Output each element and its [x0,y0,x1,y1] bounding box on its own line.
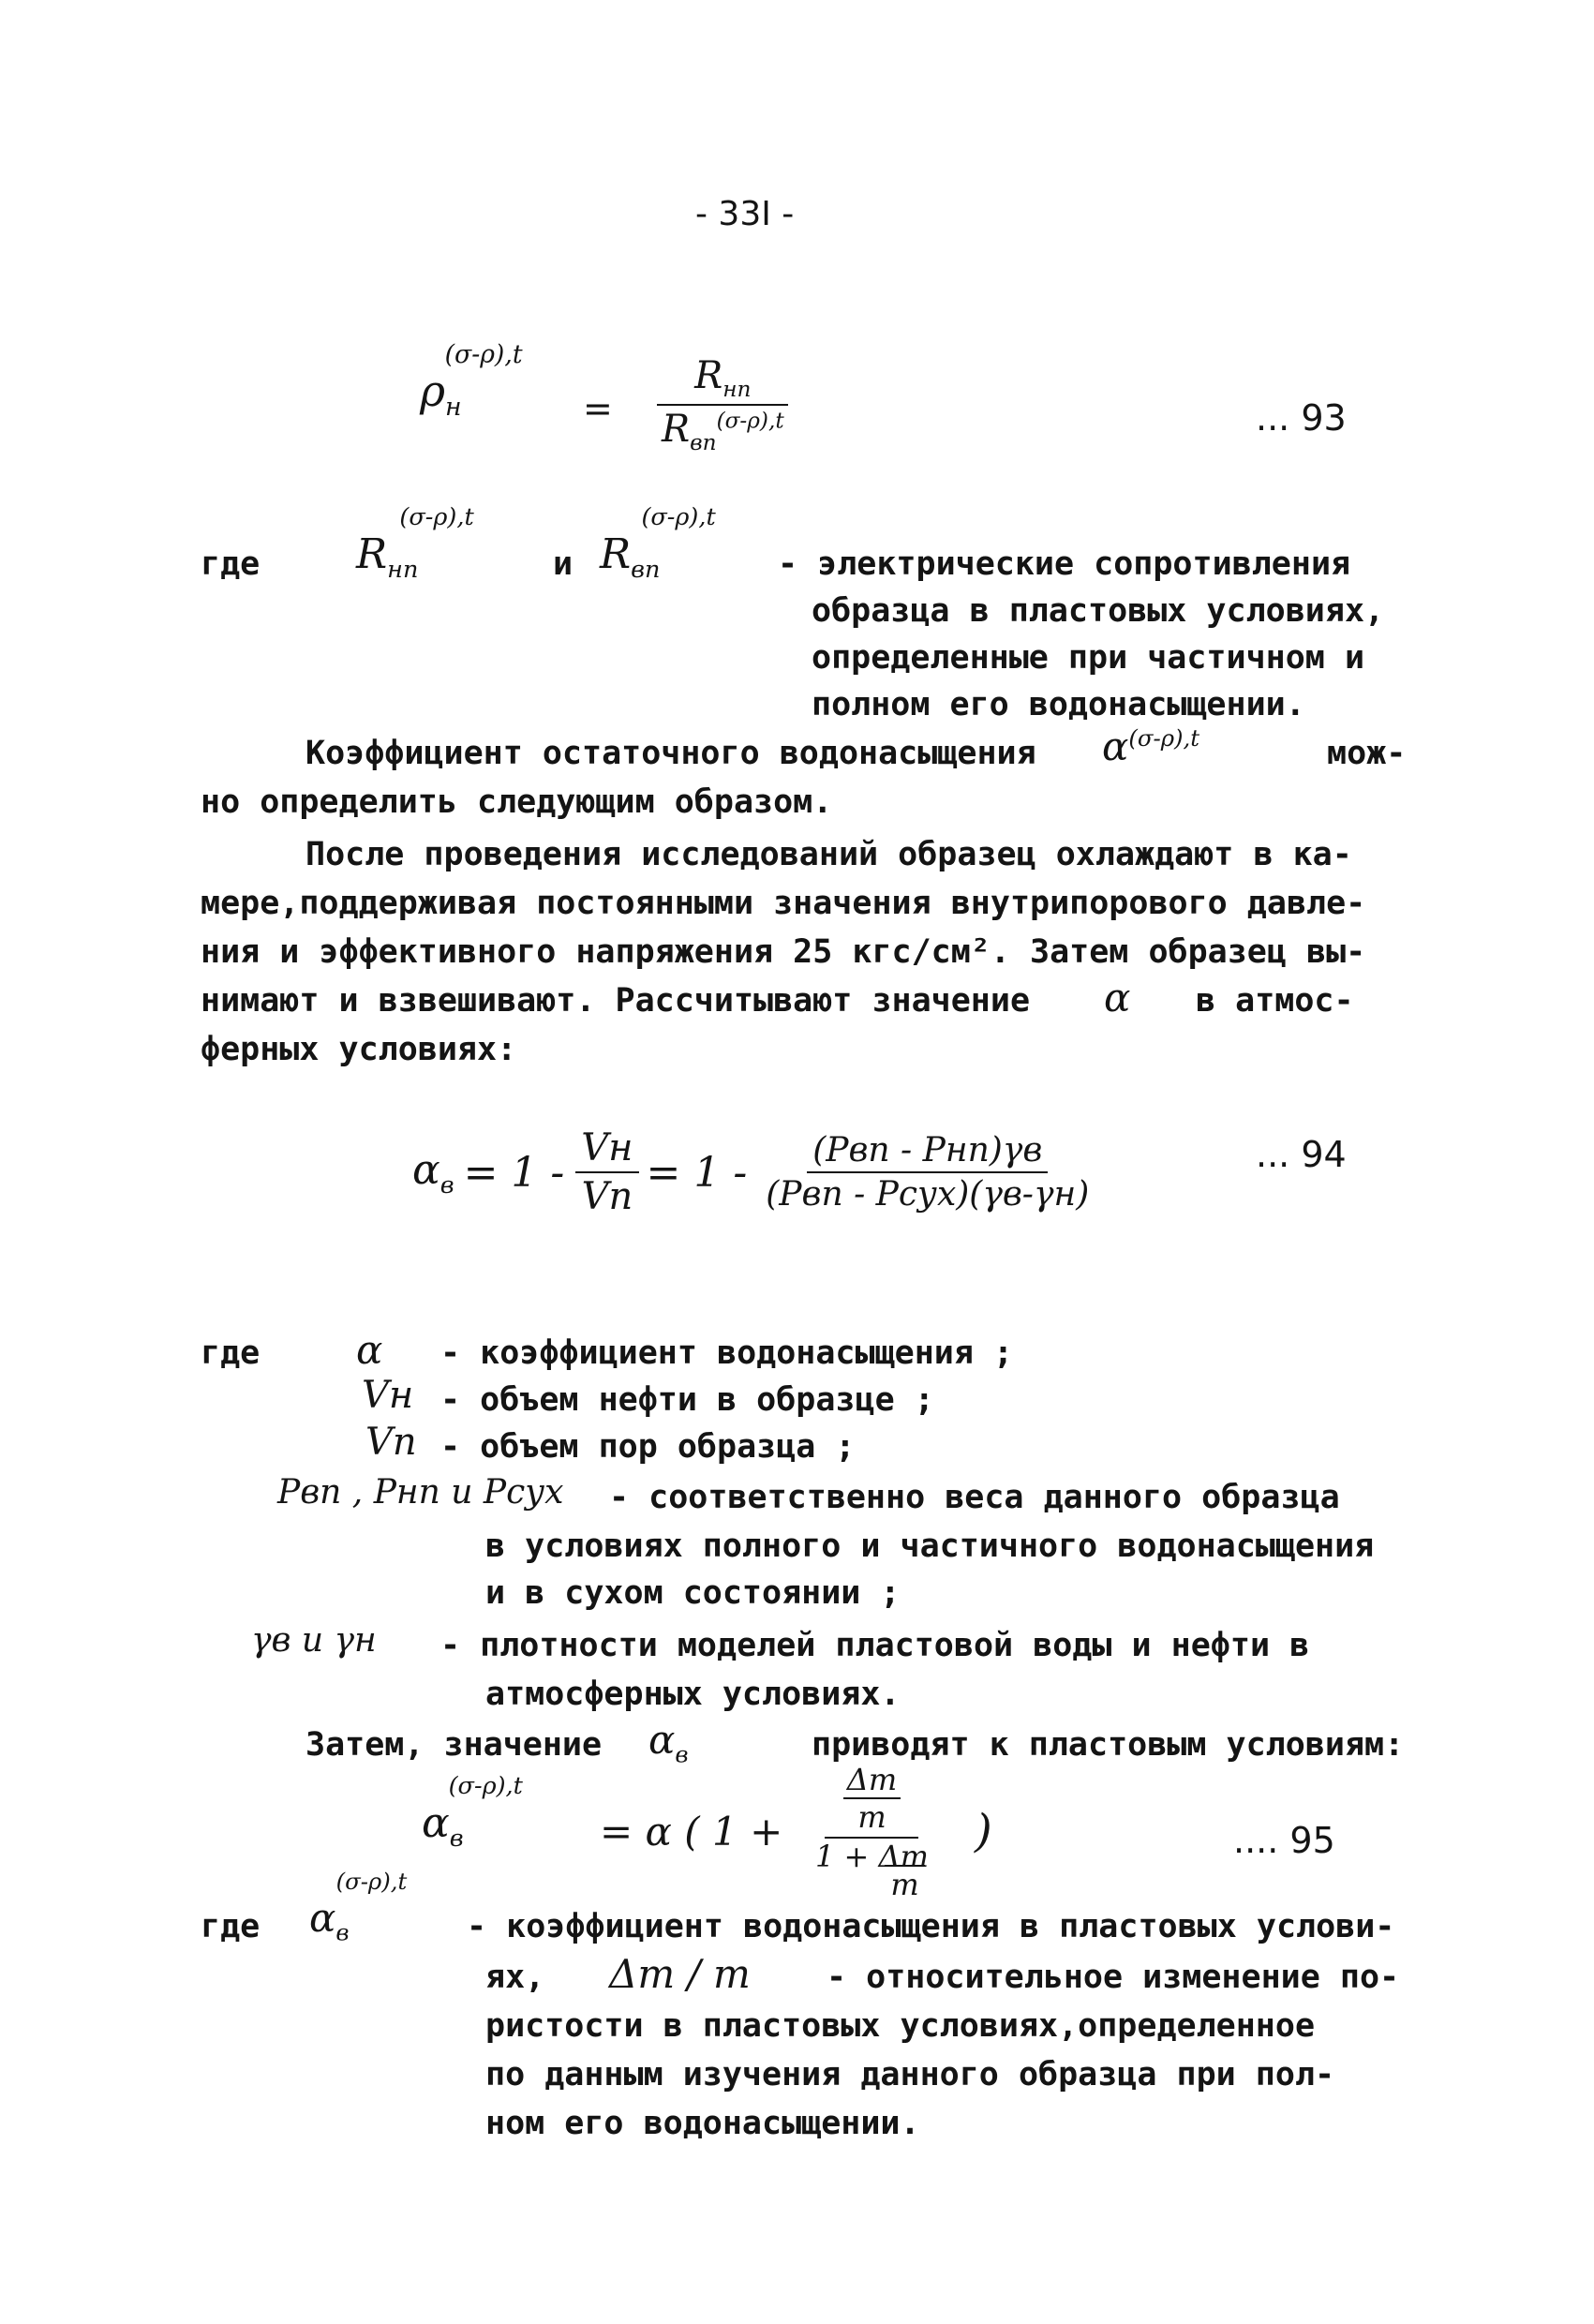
para1-alpha-sup: (σ-ρ),t [1128,724,1200,752]
para3-alpha-sub: в [675,1740,689,1768]
where3-line4: по данным изучения данного образца при пол- [485,2056,1335,2093]
where3-word: где [201,1908,261,1945]
where3-sym-base: α [309,1895,336,1941]
para3-alpha [648,1717,689,1767]
where2-desc-1: - коэффициент водонасыщения ; [440,1334,1014,1372]
eq94-lhs-base: α [412,1145,440,1194]
where1-sym2-sup: (σ-ρ),t [641,503,716,532]
where2-word: где [201,1334,261,1372]
eq94-frac1 [575,1126,638,1218]
eq94-frac2 [760,1131,1095,1214]
eq95-lhs-base: α [422,1799,450,1847]
eq94-part1: = 1 - [463,1148,565,1197]
where2-weights-desc-1: - соответственно веса данного образца [609,1479,1340,1516]
where1-desc-2: образца в пластовых условиях, [812,592,1385,630]
eq93-lhs-symbol: ρ [420,365,446,416]
eq95-frac-den-bot: m [885,1865,924,1902]
where2-sym-2: Vн [362,1374,414,1417]
eq93-den-sup: (σ-ρ),t [716,408,784,434]
where2-weights-desc-3: и в сухом состоянии ; [485,1574,901,1612]
eq95-rhs-a: = α ( 1 + [600,1809,783,1855]
eq94-frac1-num: Vн [575,1126,638,1173]
para3-b: приводят к пластовым условиям: [812,1726,1405,1764]
para2-line1: После проведения исследований образец охлаждают в ка- [305,836,1352,873]
eq93-num-sub: нп [723,377,752,402]
where1-desc-4: полном его водонасыщении. [812,686,1305,723]
para1-line1-end: мож- [1327,735,1407,772]
para2-line3: ния и эффективного напряжения 25 кгс/см². Затем образец вы- [201,933,1366,971]
where1-sym1-sub: нп [387,555,419,584]
eq95-frac-den: 1 + Δm [815,1839,929,1874]
where1-word: где [201,545,261,583]
where3-line1: - коэффициент водонасыщения в пластовых услови- [467,1908,1395,1945]
para1-alpha [1102,723,1199,769]
where1-desc-1: - электрические сопротивления [778,545,1351,583]
eq95-lhs-sub: в [449,1824,464,1853]
eq95-frac-num-top: Δm [843,1762,901,1799]
eq94-frac2-num: (Pвп - Pнп)γв [807,1131,1048,1173]
para2-line4b: в атмос- [1196,982,1354,1020]
eq95-lhs-sup: (σ-ρ),t [448,1772,523,1801]
eq95-frac-num-bot: m [825,1799,918,1839]
where2-weights-desc-2: в условиях полного и частичного водонасыщения [485,1527,1375,1565]
where1-desc-3: определенные при частичном и [812,639,1365,677]
where1-sym2-sub: вп [631,555,661,584]
where3-line2b: - относительное изменение по- [827,1959,1400,1996]
where1-sym1-base: R [356,530,388,578]
where1-sym2-base: R [600,530,632,578]
para2-line2: мере,поддерживая постоянными значения внутрипорового давле- [201,885,1366,922]
where3-line5: ном его водонасыщении. [485,2105,920,2142]
eq94-number: ... 94 [1256,1134,1347,1175]
eq94-part2: = 1 - [646,1148,748,1197]
where1-and: и [553,545,574,583]
where2-desc-3: - объем пор образца ; [440,1428,856,1466]
where3-sym-sup: (σ-ρ),t [335,1868,408,1895]
where3-ratio: Δm / m [609,1951,751,1997]
eq94-frac2-den: (Pвп - Pсух)(γв-γн) [766,1175,1090,1214]
eq93-den-sub: вп [690,430,717,455]
eq95-fraction [815,1762,929,1902]
where3-line2a: ях, [485,1959,545,1996]
eq95-number: .... 95 [1233,1820,1335,1861]
eq93-den: R [662,408,691,451]
where1-sym1-sup: (σ-ρ),t [399,503,474,532]
where2-weights-syms: Pвп , Pнп и Pсух [277,1473,564,1512]
equation-93-fraction [656,354,790,455]
eq93-lhs-sup: (σ-ρ),t [444,339,523,369]
where3-sym-sub: в [335,1918,350,1946]
eq94-lhs [412,1146,454,1199]
para1-alpha-base: α [1102,723,1129,769]
where2-density-desc-1: - плотности моделей пластовой воды и нефти в [440,1627,1310,1664]
eq94-lhs-sub: в [439,1170,454,1199]
para2-alpha: α [1104,975,1131,1020]
eq95-rhs-b: ) [975,1805,992,1857]
para1-line1: Коэффициент остаточного водонасыщения [305,735,1036,772]
eq94-frac1-den: Vп [581,1175,633,1218]
para3-alpha-base: α [648,1717,676,1763]
page-number: - 33I - [695,195,795,233]
equation-94 [412,1126,1095,1218]
para2-line4a: нимают и взвешивают. Рассчитывают значение [201,982,1031,1020]
where2-density-desc-2: атмосферных условиях. [485,1676,901,1713]
where2-sym-1: α [356,1327,383,1373]
para1-line2: но определить следующим образом. [201,783,833,821]
where3-line3: ристости в пластовых условиях,определенное [485,2007,1316,2045]
eq93-number: ... 93 [1256,397,1347,439]
where2-sym-3: Vп [365,1421,417,1464]
eq93-num: R [694,354,723,397]
para2-line5: ферных условиях: [201,1031,517,1068]
where2-density-syms: γв и γн [251,1621,377,1660]
where2-desc-2: - объем нефти в образце ; [440,1381,934,1419]
eq93-lhs-sub: н [445,393,462,423]
eq93-equals: = [583,388,613,429]
para3-a: Затем, значение [305,1726,603,1764]
